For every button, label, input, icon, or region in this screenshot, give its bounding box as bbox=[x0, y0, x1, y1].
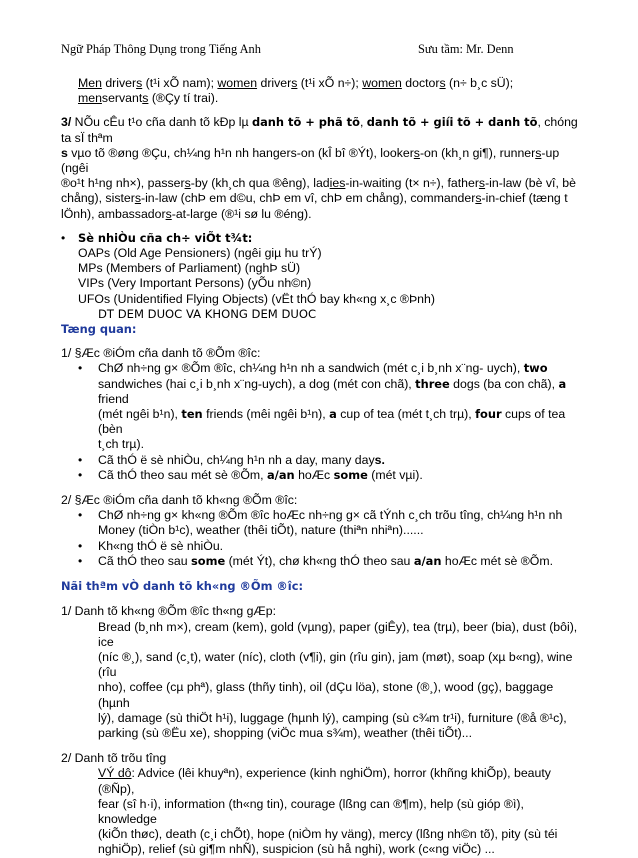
list-item: • Cã thÓ theo sau mét sè ®Õm, a/an hoÆc some (mét vµi). bbox=[61, 468, 581, 483]
list-item: OAPs (Old Age Pensioners) (ngêi giµ hu trÝ) bbox=[78, 246, 322, 261]
list-item: MPs (Members of Parliament) (nghÞ sÜ) bbox=[78, 261, 301, 276]
list-item: • Cã thÓ theo sau some (mét Ýt), chø kh«ng thÓ theo sau a/an hoÆc mét sè ®Õm. bbox=[61, 554, 581, 569]
paragraph-line: fear (sî h·i), information (th«ng tin), courage (lßng can ®¶m), help (sù gióp ®ì), knowledge bbox=[98, 796, 524, 826]
list-item: • Sè nhiÒu cña ch÷ viÕt t¾t: bbox=[61, 231, 581, 246]
section-heading: Tæng quan: bbox=[61, 322, 137, 337]
section-3-paragraph: lÖnh), ambassadors-at-large (®¹i sø lu ®éng). bbox=[61, 206, 312, 221]
paragraph-line: parking (sù ®Ëu xe), shopping (viÖc mua s¾m), weather (thêi tiÕt)... bbox=[98, 725, 473, 740]
paragraph-line: (níc ®¸), sand (c¸t), water (níc), cloth (v¶i), gin (rîu gin), jam (møt), soap (xµ b«ng), wine (rîu bbox=[98, 649, 573, 680]
uncountable-list bbox=[61, 508, 581, 569]
subsection-title: 2/ Danh tõ trõu tîng bbox=[61, 751, 167, 766]
paragraph-line: menservants (®Çy tí trai). bbox=[78, 91, 219, 106]
subsection-title: 2/ §Æc ®iÓm cña danh tõ kh«ng ®Õm ®îc: bbox=[61, 493, 298, 508]
header-title: Ngữ Pháp Thông Dụng trong Tiếng Anh bbox=[61, 42, 261, 56]
list-item: • Kh«ng thÓ ë sè nhiÒu. bbox=[61, 539, 581, 554]
subsection-title: 1/ Danh tõ kh«ng ®Õm ®îc th«ng gÆp: bbox=[61, 604, 276, 619]
abbreviation-list bbox=[61, 231, 581, 246]
list-item: • Cã thÓ ë sè nhiÒu, ch¼ng h¹n nh a day, many days. bbox=[61, 453, 581, 468]
paragraph-line: Men drivers (t¹i xÕ nam); women drivers (t¹i xÕ n÷); women doctors (n÷ b¸c sÜ); bbox=[78, 76, 514, 90]
list-item: VIPs (Very Important Persons) (yÕu nh©n) bbox=[78, 276, 312, 291]
paragraph-line: (kiÕn thøc), death (c¸i chÕt), hope (niÒm hy väng), mercy (lßng nh©n tõ), pity (sù téi bbox=[98, 827, 558, 842]
paragraph-line: Bread (b¸nh m×), cream (kem), gold (vµng), paper (giÊy), tea (trµ), beer (bia), dust (bôi), ice bbox=[98, 619, 578, 649]
header-author: Sưu tầm: Mr. Denn bbox=[418, 42, 514, 56]
document-body bbox=[61, 76, 581, 858]
section-3-paragraph: s vµo tõ ®øng ®Çu, ch¼ng h¹n nh hangers-on (kÎ bî ®Ýt), lookers-on (kh¸n gi¶), runners-up (ngêi bbox=[61, 145, 560, 176]
paragraph-line: nho), coffee (cµ phª), glass (thñy tinh), oil (dÇu löa), stone (®¸), wood (gç), baggage (hµnh bbox=[98, 680, 554, 710]
list-item: • ChØ nh÷ng g× kh«ng ®Õm ®îc hoÆc nh÷ng g× cã tÝnh c¸ch trõu tîng, ch¼ng h¹n nh Money (tiÒn b¹c), weather (thêi tiÕt), nature (thiªn nhiªn)...... bbox=[61, 508, 581, 538]
subsection-title: 1/ §Æc ®iÓm cña danh tõ ®Õm ®îc: bbox=[61, 346, 261, 361]
list-item: • ChØ nh÷ng g× ®Õm ®îc, ch¼ng h¹n nh a sandwich (mét c¸i b¸nh x¨ng- uych), two sandwiches (hai c¸i b¸nh x¨ng-uych), a dog (mét con chã), three dogs (ba con chã), a friend (mét ngêi b¹n), ten friends (mêi ngêi b¹n), a cup of tea (mét t¸ch trµ), four cups of tea (bèn t¸ch trµ). bbox=[61, 361, 581, 452]
subheading: DT DEM DUOC VA KHONG DEM DUOC bbox=[98, 306, 317, 321]
paragraph-line: lý), damage (sù thiÖt h¹i), luggage (hµnh lý), camping (sù c¾m tr¹i), furniture (®å ®¹c), bbox=[98, 710, 567, 725]
paragraph-line: VÝ dô: Advice (lêi khuyªn), experience (kinh nghiÖm), horror (khñng khiÕp), beauty (®Ñp), bbox=[98, 766, 551, 796]
paragraph-line: nghiÖp), relief (sù gi¶m nhÑ), suspicion (sù hå nghi), work (c«ng viÖc) ... bbox=[98, 842, 495, 857]
section-heading: Nãi thªm vÒ danh tõ kh«ng ®Õm ®îc: bbox=[61, 579, 304, 594]
countable-list bbox=[61, 361, 581, 483]
list-item: UFOs (Unidentified Flying Objects) (vËt thÓ bay kh«ng x¸c ®Þnh) bbox=[78, 291, 435, 306]
section-3-paragraph: ®o¹t h¹ng nh×), passers-by (kh¸ch qua ®êng), ladies-in-waiting (t× n÷), fathers-in-law (bè vî, bè bbox=[61, 176, 576, 191]
section-3-paragraph: chång), sisters-in-law (chÞ em d©u, chÞ em vî, chÞ em chång), commanders-in-chief (tæng t bbox=[61, 191, 568, 206]
section-3-paragraph: 3/ NÕu cÊu t¹o cña danh tõ kÐp lµ danh tõ + phã tõ, danh tõ + giíi tõ + danh tõ, chóng ta sÏ thªm bbox=[61, 115, 578, 145]
